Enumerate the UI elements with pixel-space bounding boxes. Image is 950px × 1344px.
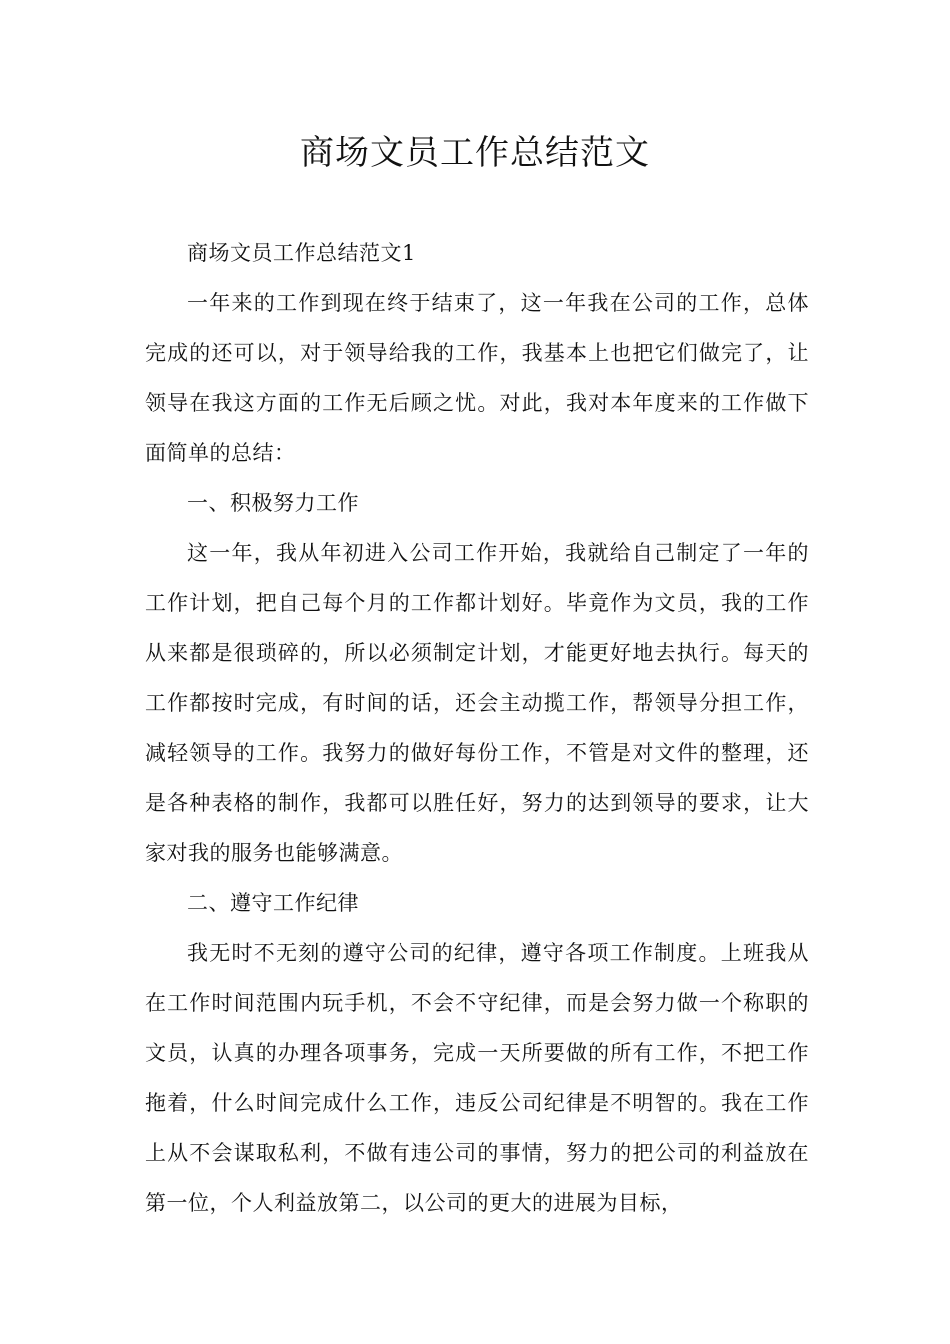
document-body <box>145 228 809 1228</box>
section-heading-2: 二、遵守工作纪律 <box>187 891 359 915</box>
section-heading-1: 一、积极努力工作 <box>187 491 359 515</box>
section-2-paragraph: 我无时不无刻的遵守公司的纪律，遵守各项工作制度。上班我从在工作时间范围内玩手机，不会不守纪律，而是会努力做一个称职的文员，认真的办理各项事务，完成一天所要做的所有工作，不把工作拖着，什么时间完成什么工作，违反公司纪律是不明智的。我在工作上从不会谋取私利，不做有违公司的事情，努力的把公司的利益放在第一位，个人利益放第二，以公司的更大的进展为目标， <box>145 941 809 1215</box>
section-subtitle: 商场文员工作总结范文1 <box>187 241 416 265</box>
intro-paragraph: 一年来的工作到现在终于结束了，这一年我在公司的工作，总体完成的还可以，对于领导给我的工作，我基本上也把它们做完了，让领导在我这方面的工作无后顾之忧。对此，我对本年度来的工作做下面简单的总结： <box>145 291 809 465</box>
section-1-paragraph: 这一年，我从年初进入公司工作开始，我就给自己制定了一年的工作计划，把自己每个月的工作都计划好。毕竟作为文员，我的工作从来都是很琐碎的，所以必须制定计划，才能更好地去执行。每天的工作都按时完成，有时间的话，还会主动揽工作，帮领导分担工作，减轻领导的工作。我努力的做好每份工作，不管是对文件的整理，还是各种表格的制作，我都可以胜任好，努力的达到领导的要求，让大家对我的服务也能够满意。 <box>145 541 809 865</box>
document-title: 商场文员工作总结范文 <box>300 133 650 173</box>
